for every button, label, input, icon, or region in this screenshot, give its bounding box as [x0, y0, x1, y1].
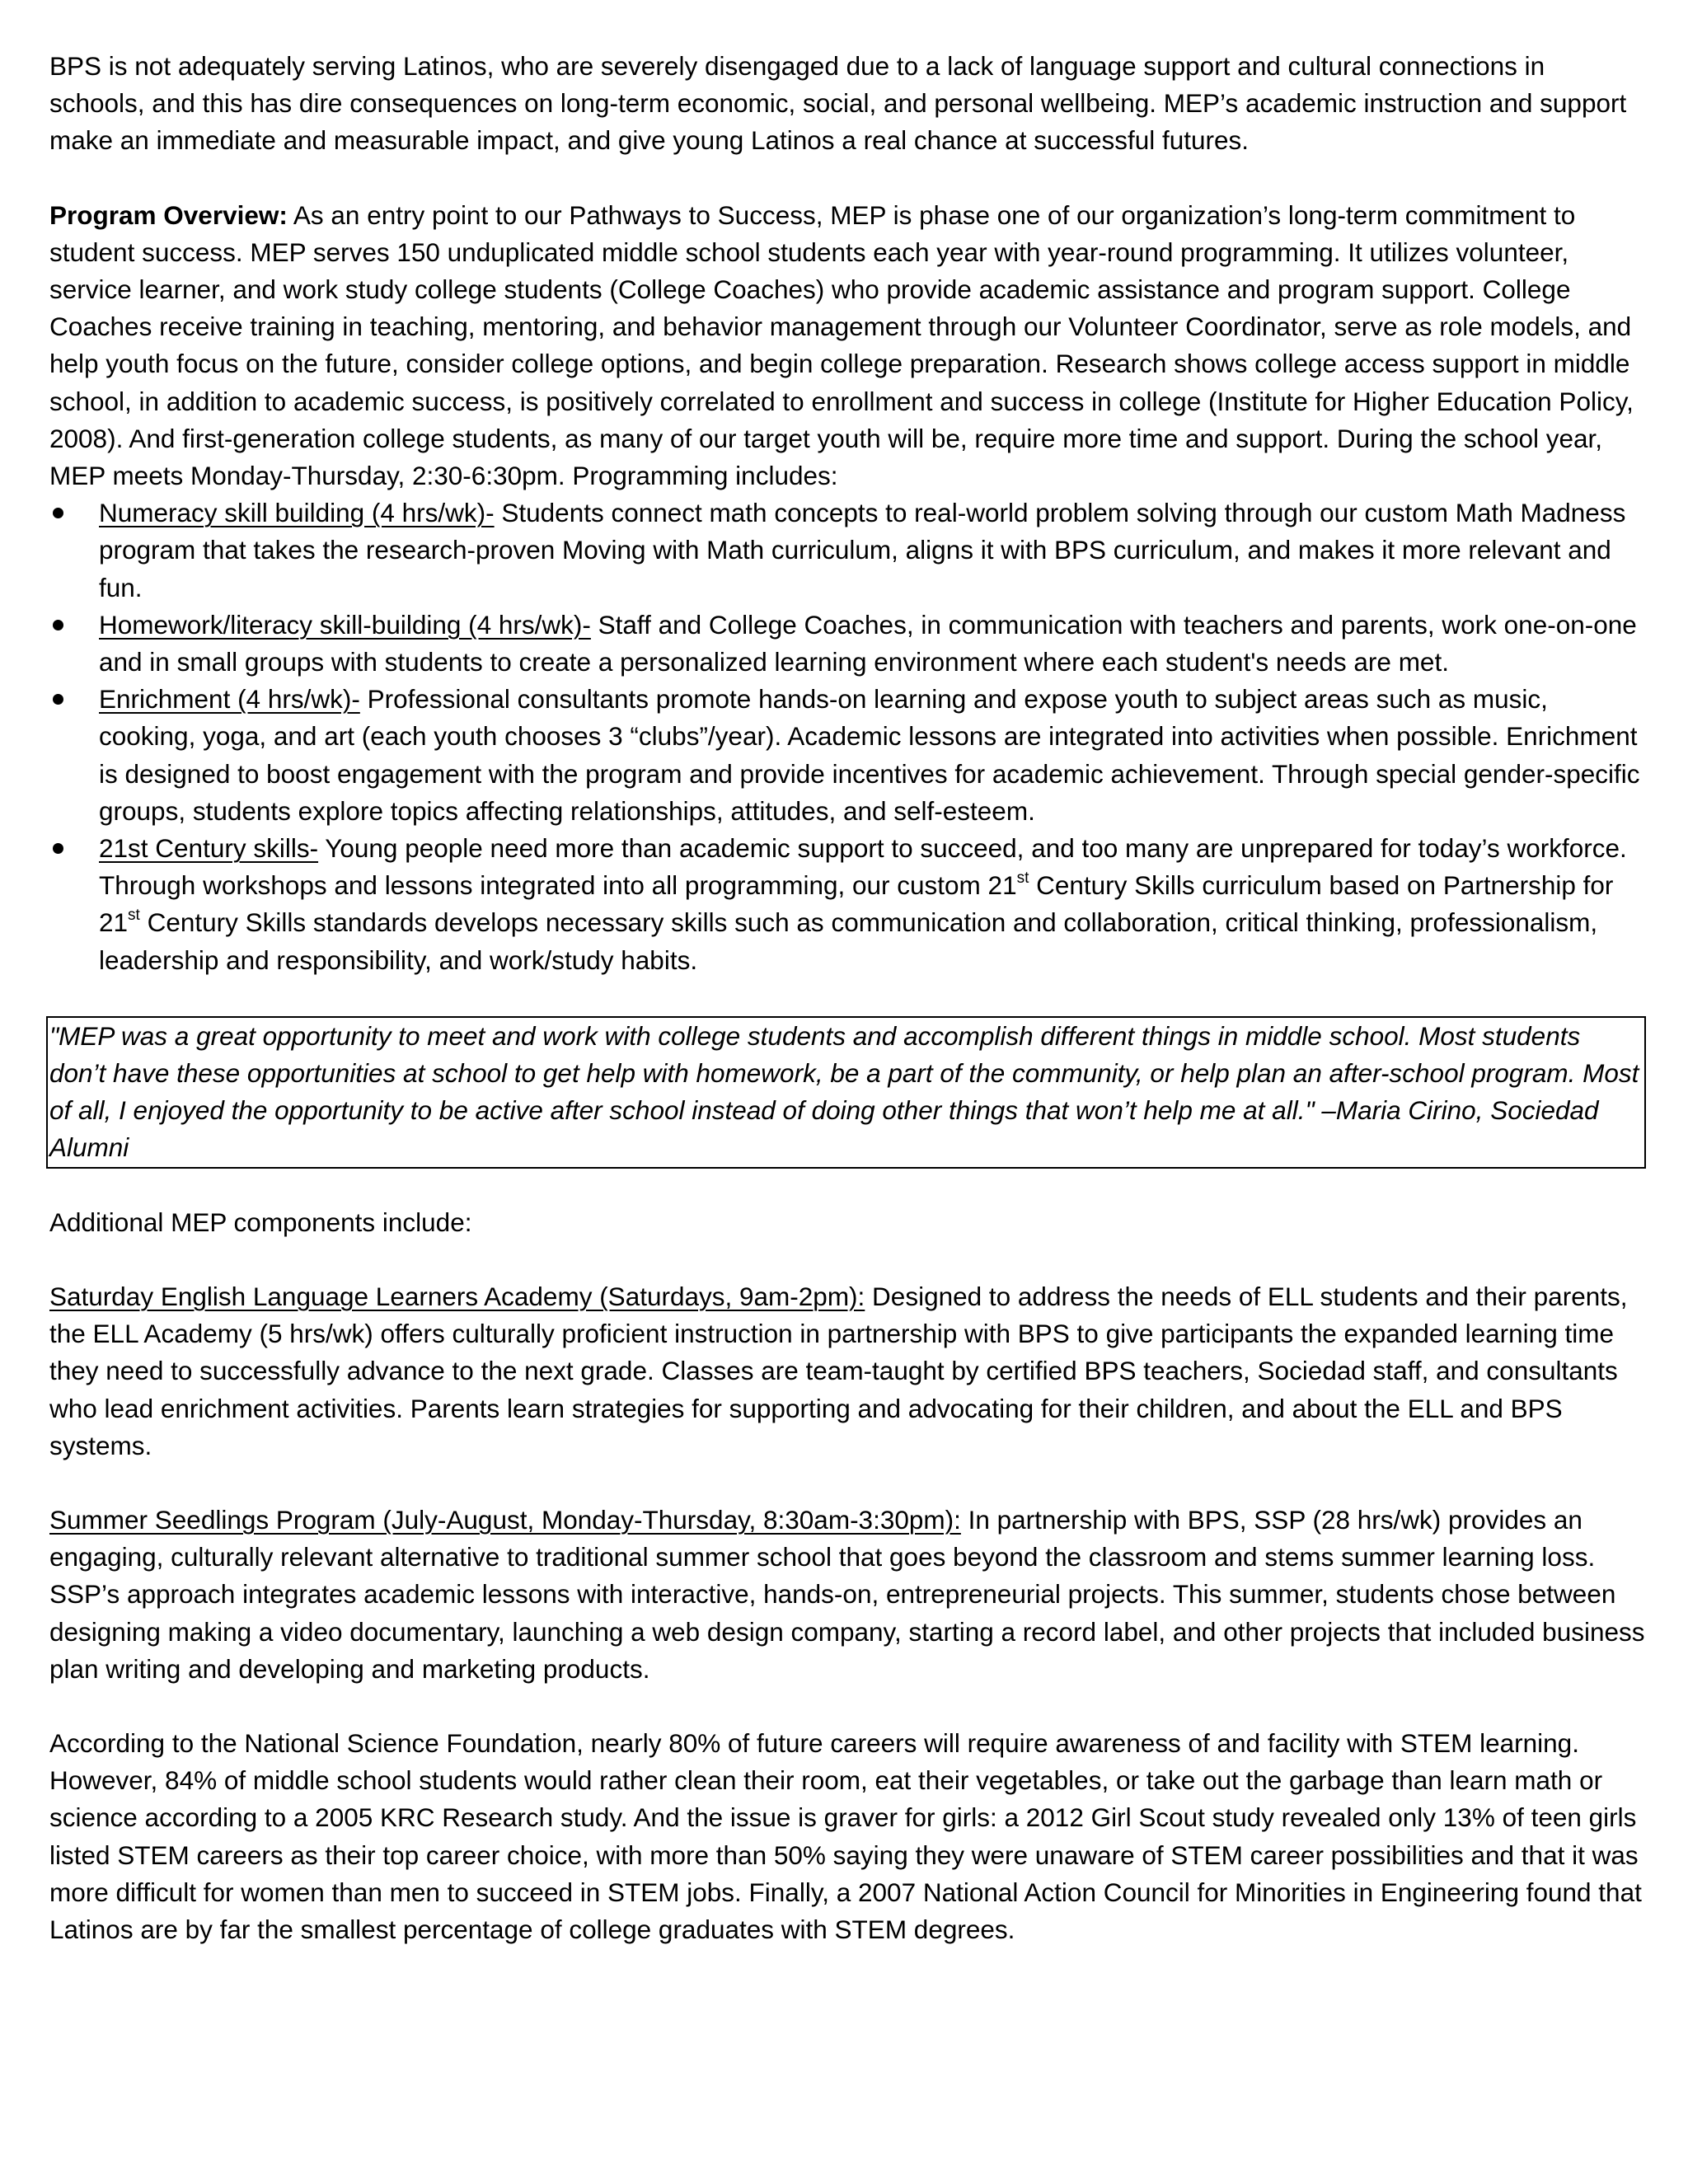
- document-page: [49, 48, 1648, 1948]
- summer-seedlings-paragraph: [49, 1502, 1648, 1688]
- homework-text: Staff and College Coaches, in communication with teachers and parents, work one-on-one and in small groups with students to create a personalized learning environment where each student's needs are met.: [99, 609, 1637, 677]
- enrichment-text: Professional consultants promote hands-on learning and expose youth to subject areas such as music, cooking, yoga, and art (each youth chooses 3 “clubs”/year). Academic lessons are integrated into activities when possible. Enrichment is designed to boost engagement with the program and provide incentives for academic achievement. Through special gender-specific groups, students explore topics affecting relationships, attitudes, and self-esteem.: [99, 684, 1640, 826]
- list-item-numeracy: [49, 494, 1648, 607]
- spacer: [49, 160, 1648, 197]
- program-overview-paragraph: [49, 197, 1648, 495]
- saturday-academy-title: Saturday English Language Learners Academy (Saturdays, 9am-2pm):: [49, 1281, 865, 1311]
- program-overview-text: As an entry point to our Pathways to Success, MEP is phase one of our organization’s long-term commitment to student success. MEP serves 150 unduplicated middle school students each year with year-round programming. It utilizes volunteer, service learner, and work study college students (College Coaches) who provide academic assistance and program support. College Coaches receive training in teaching, mentoring, and behavior management through our Volunteer Coordinator, serve as role models, and help youth focus on the future, consider college options, and begin college preparation. Research shows college access support in middle school, in addition to academic success, is positively correlated to enrollment and success in college (Institute for Higher Education Policy, 2008). And first-generation college students, as many of our target youth will be, require more time and support. During the school year, MEP meets Monday-Thursday, 2:30-6:30pm. Programming includes:: [49, 199, 1634, 491]
- list-item-21st-century: [49, 830, 1648, 979]
- program-overview-label: Program Overview:: [49, 199, 288, 230]
- programming-list: [49, 494, 1648, 979]
- summer-seedlings-title: Summer Seedlings Program (July-August, Monday-Thursday, 8:30am-3:30pm):: [49, 1504, 961, 1535]
- numeracy-title: Numeracy skill building (4 hrs/wk)-: [99, 498, 495, 528]
- enrichment-title: Enrichment (4 hrs/wk)-: [99, 684, 360, 715]
- saturday-academy-text: Designed to address the needs of ELL students and their parents, the ELL Academy (5 hrs/wk) offers culturally proficient instruction in partnership with BPS to give participants the expanded learning time they need to successfully advance to the next grade. Classes are team-taught by certified BPS teachers, Sociedad staff, and consultants who lead enrichment activities. Parents learn strategies for supporting and advocating for their children, and about the ELL and BPS systems.: [49, 1281, 1628, 1460]
- list-item-enrichment: [49, 681, 1648, 830]
- century-skills-text-b: Century Skills curriculum based on Partnership for 21: [99, 870, 1614, 938]
- summer-seedlings-text: In partnership with BPS, SSP (28 hrs/wk) provides an engaging, culturally relevant alternative to traditional summer school that goes beyond the classroom and stems summer learning loss. SSP’s approach integrates academic lessons with interactive, hands-on, entrepreneurial projects. This summer, students chose between designing making a video documentary, launching a web design company, starting a record label, and other projects that included business plan writing and developing and marketing products.: [49, 1504, 1645, 1684]
- stem-paragraph: According to the National Science Foundation, nearly 80% of future careers will require awareness of and facility with STEM learning. However, 84% of middle school students would rather clean their room, eat their vegetables, or take out the garbage than learn math or science according to a 2005 KRC Research study. And the issue is graver for girls: a 2012 Girl Scout study revealed only 13% of teen girls listed STEM careers as their top career choice, with more than 50% saying they were unaware of STEM career possibilities and that it was more difficult for women than men to succeed in STEM jobs. Finally, a 2007 National Action Council for Minorities in Engineering found that Latinos are by far the smallest percentage of college graduates with STEM degrees.: [49, 1727, 1642, 1944]
- spacer: [49, 1169, 1648, 1204]
- superscript-st: st: [128, 907, 140, 925]
- century-skills-title: 21st Century skills-: [99, 833, 319, 864]
- saturday-academy-paragraph: [49, 1278, 1648, 1465]
- spacer: [49, 1465, 1648, 1502]
- spacer: [49, 979, 1648, 1016]
- spacer: [49, 1241, 1648, 1278]
- testimonial-quote: "MEP was a great opportunity to meet and work with college students and accomplish different things in middle school. Most students don’t have these opportunities at school to get help with homework, be a part of the community, or help plan an after-school program. Most of all, I enjoyed the opportunity to be active after school instead of doing other things that won’t help me at all." –Maria Cirino, Sociedad Alumni: [49, 1020, 1639, 1163]
- century-skills-text-c: Century Skills standards develops necessary skills such as communication and collaboration, critical thinking, professionalism, leadership and responsibility, and work/study habits.: [99, 907, 1598, 975]
- testimonial-quote-box: [46, 1016, 1646, 1169]
- intro-paragraph: BPS is not adequately serving Latinos, who are severely disengaged due to a lack of language support and cultural connections in schools, and this has dire consequences on long-term economic, social, and personal wellbeing. MEP’s academic instruction and support make an immediate and measurable impact, and give young Latinos a real chance at successful futures.: [49, 51, 1627, 156]
- additional-components-heading: Additional MEP components include:: [49, 1207, 472, 1237]
- century-skills-text-a: Young people need more than academic support to succeed, and too many are unprepared for today’s workforce. Through workshops and lessons integrated into all programming, our custom 21: [99, 833, 1627, 901]
- list-item-homework: [49, 607, 1648, 681]
- superscript-st: st: [1016, 869, 1029, 888]
- numeracy-text: Students connect math concepts to real-world problem solving through our custom Math Madness program that takes the research-proven Moving with Math curriculum, aligns it with BPS curriculum, and makes it more relevant and fun.: [99, 498, 1626, 602]
- homework-title: Homework/literacy skill-building (4 hrs/wk)-: [99, 609, 591, 640]
- spacer: [49, 1688, 1648, 1725]
